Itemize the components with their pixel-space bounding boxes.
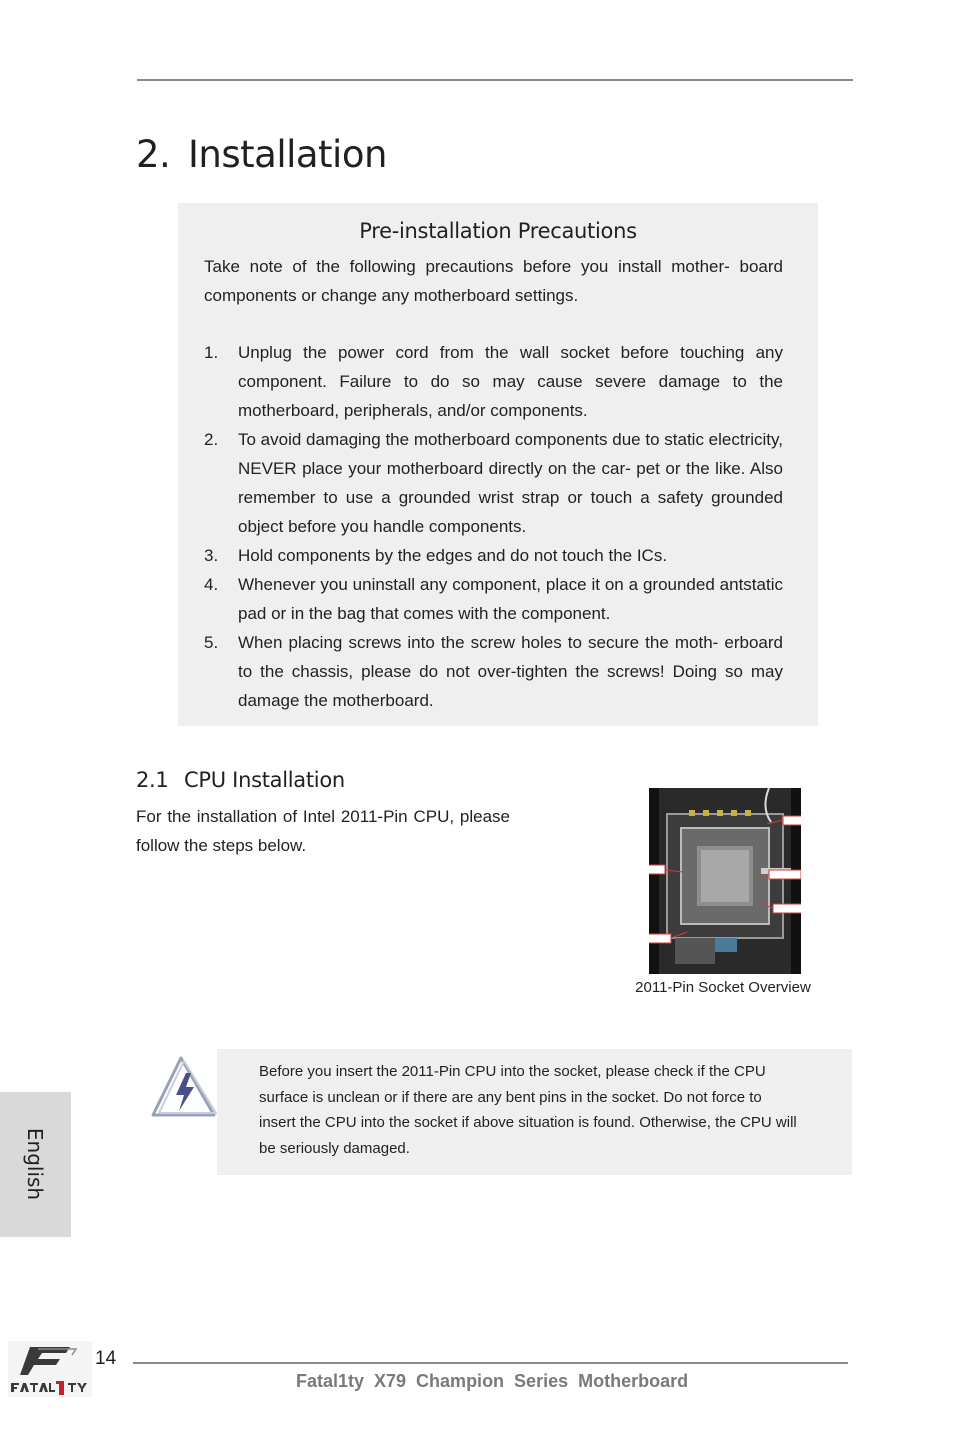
list-item	[204, 570, 783, 628]
fatal1ty-logo	[8, 1341, 92, 1397]
list-item-number: 1.	[204, 343, 219, 362]
list-item-text: When placing screws into the screw holes to secure the moth- erboard to the chassis, please do not over-tighten the screws! Doing so may damage the motherboard.	[238, 633, 783, 710]
chapter-number: 2.	[136, 133, 171, 176]
list-item	[204, 425, 783, 541]
language-tab	[0, 1092, 71, 1237]
bottom-rule	[133, 1362, 848, 1364]
list-item-number: 2.	[204, 430, 219, 449]
list-item-number: 5.	[204, 633, 219, 652]
page-number: 14	[95, 1348, 117, 1369]
list-item-text: To avoid damaging the motherboard components due to static electricity, NEVER place your motherboard directly on the car- pet or the like. Also remember to use a grounded wrist strap or touch a safety grounded object before you handle components.	[238, 430, 783, 536]
section-title	[136, 768, 345, 792]
warning-text: Before you insert the 2011-Pin CPU into the socket, please check if the CPU surface is unclean or if there are any bent pins in the socket. Do not force to insert the CPU into the socket if above situation is found. Otherwise, the CPU will be seriously damaged.	[259, 1063, 797, 1157]
list-item	[204, 541, 783, 570]
list-item-text: Hold components by the edges and do not touch the ICs.	[238, 546, 668, 565]
warning-note-box	[217, 1049, 852, 1175]
list-item-number: 4.	[204, 575, 219, 594]
chapter-title: Installation	[188, 133, 387, 176]
figure-caption: 2011-Pin Socket Overview	[635, 979, 811, 996]
list-item	[204, 338, 783, 425]
top-rule	[137, 79, 853, 81]
section-body: For the installation of Intel 2011-Pin CPU, please follow the steps below.	[136, 807, 510, 855]
page-title	[136, 133, 387, 176]
section-title-text: CPU Installation	[184, 768, 345, 792]
precautions-box	[178, 203, 818, 726]
precautions-title: Pre-installation Precautions	[359, 219, 637, 243]
list-item	[204, 628, 783, 715]
list-item-number: 3.	[204, 546, 219, 565]
section-number: 2.1	[136, 768, 169, 792]
list-item-text: Unplug the power cord from the wall socket before touching any component. Failure to do so may cause severe damage to the motherboard, peripherals, and/or components.	[238, 343, 783, 420]
precautions-intro: Take note of the following precautions before you install mother- board components or change any motherboard settings.	[204, 257, 783, 305]
socket-overview-photo	[649, 788, 801, 974]
lightning-warning-icon	[150, 1053, 220, 1121]
language-label: English	[23, 1127, 47, 1201]
list-item-text: Whenever you uninstall any component, place it on a grounded antstatic pad or in the bag that comes with the component.	[238, 575, 783, 623]
footer-title: Fatal1ty X79 Champion Series Motherboard	[296, 1371, 689, 1391]
precautions-list	[204, 338, 783, 715]
